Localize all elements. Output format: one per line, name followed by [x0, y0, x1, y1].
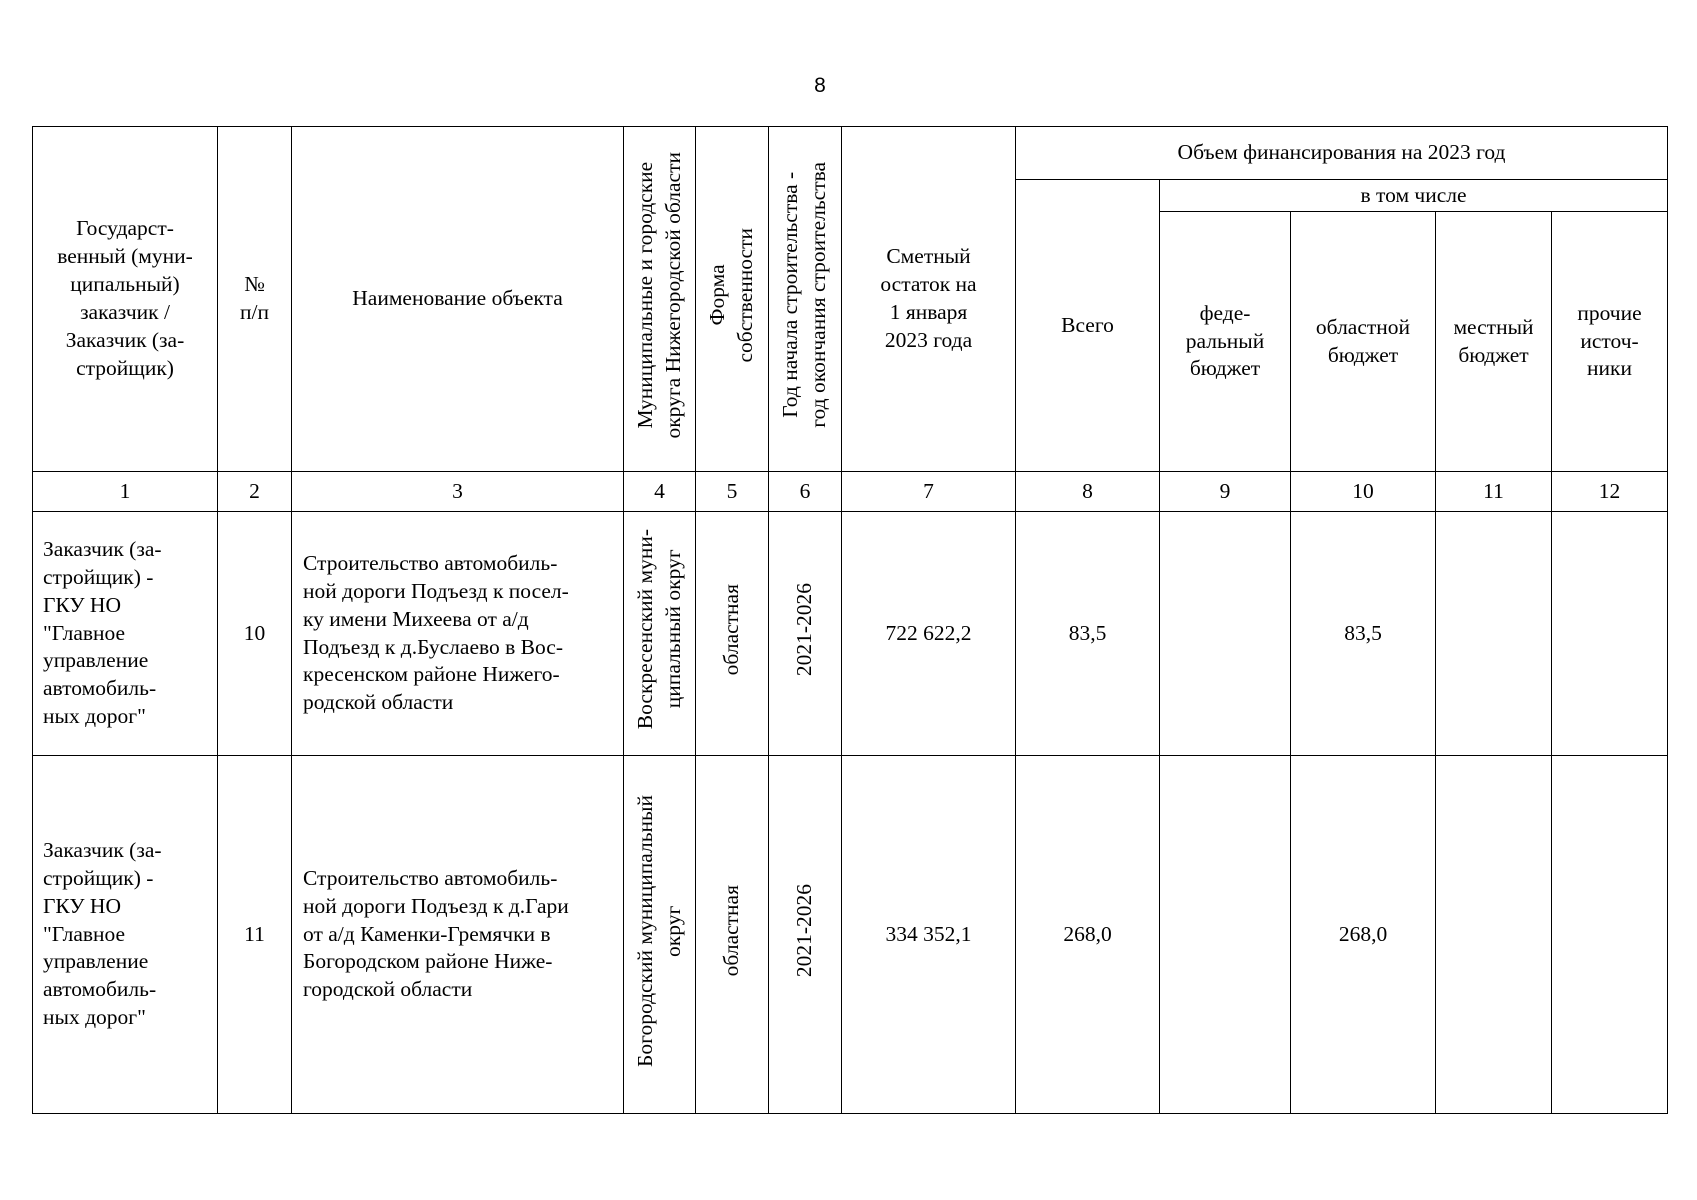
row-local	[1436, 756, 1552, 1114]
header-total: Всего	[1016, 180, 1160, 472]
column-number: 3	[292, 472, 624, 512]
column-number: 11	[1436, 472, 1552, 512]
header-municipality: Муниципальные и городские округа Нижегородской области	[624, 127, 696, 472]
financing-table	[32, 126, 1668, 1114]
row-total: 83,5	[1016, 512, 1160, 756]
column-number: 5	[696, 472, 769, 512]
table-row	[33, 756, 1668, 1114]
row-local	[1436, 512, 1552, 756]
column-number: 9	[1160, 472, 1291, 512]
row-customer: Заказчик (за- стройщик) - ГКУ НО "Главное управление автомобиль- ных дорог"	[33, 756, 218, 1114]
row-total: 268,0	[1016, 756, 1160, 1114]
row-regional: 83,5	[1291, 512, 1436, 756]
row-object-name: Строительство автомобиль- ной дороги Подъезд к д.Гари от а/д Каменки-Гремячки в Богородском районе Ниже- городской области	[292, 756, 624, 1114]
column-number: 4	[624, 472, 696, 512]
header-years: Год начала строительства - год окончания строительства	[769, 127, 842, 472]
row-regional: 268,0	[1291, 756, 1436, 1114]
row-municipality: Богородский муниципальный округ	[624, 756, 696, 1114]
column-number: 6	[769, 472, 842, 512]
column-number: 8	[1016, 472, 1160, 512]
header-regional-budget: областной бюджет	[1291, 212, 1436, 472]
column-number: 12	[1552, 472, 1668, 512]
header-object-name: Наименование объекта	[292, 127, 624, 472]
row-number: 10	[218, 512, 292, 756]
row-estimate-balance: 334 352,1	[842, 756, 1016, 1114]
row-customer: Заказчик (за- стройщик) - ГКУ НО "Главное управление автомобиль- ных дорог"	[33, 512, 218, 756]
row-other	[1552, 512, 1668, 756]
header-local-budget: местный бюджет	[1436, 212, 1552, 472]
row-ownership: областная	[696, 756, 769, 1114]
header-other-sources: прочие источ- ники	[1552, 212, 1668, 472]
row-object-name: Строительство автомобиль- ной дороги Подъезд к посел- ку имени Михеева от а/д Подъезд к д.Буслаево в Вос- кресенском районе Нижего- родской области	[292, 512, 624, 756]
header-ownership: Форма собственности	[696, 127, 769, 472]
header-estimate-balance: Сметный остаток на 1 января 2023 года	[842, 127, 1016, 472]
header-customer: Государст- венный (муни- ципальный) заказчик / Заказчик (за- стройщик)	[33, 127, 218, 472]
row-years: 2021-2026	[769, 512, 842, 756]
page-number: 8	[814, 74, 826, 97]
column-number-row	[33, 472, 1668, 512]
row-federal	[1160, 756, 1291, 1114]
column-number: 10	[1291, 472, 1436, 512]
row-number: 11	[218, 756, 292, 1114]
header-number: № п/п	[218, 127, 292, 472]
row-years: 2021-2026	[769, 756, 842, 1114]
header-including: в том числе	[1160, 180, 1668, 212]
row-other	[1552, 756, 1668, 1114]
row-federal	[1160, 512, 1291, 756]
column-number: 1	[33, 472, 218, 512]
row-municipality: Воскресенский муни- ципальный округ	[624, 512, 696, 756]
table-row	[33, 512, 1668, 756]
header-federal-budget: феде- ральный бюджет	[1160, 212, 1291, 472]
row-ownership: областная	[696, 512, 769, 756]
column-number: 2	[218, 472, 292, 512]
header-financing-volume: Объем финансирования на 2023 год	[1016, 127, 1668, 180]
column-number: 7	[842, 472, 1016, 512]
row-estimate-balance: 722 622,2	[842, 512, 1016, 756]
